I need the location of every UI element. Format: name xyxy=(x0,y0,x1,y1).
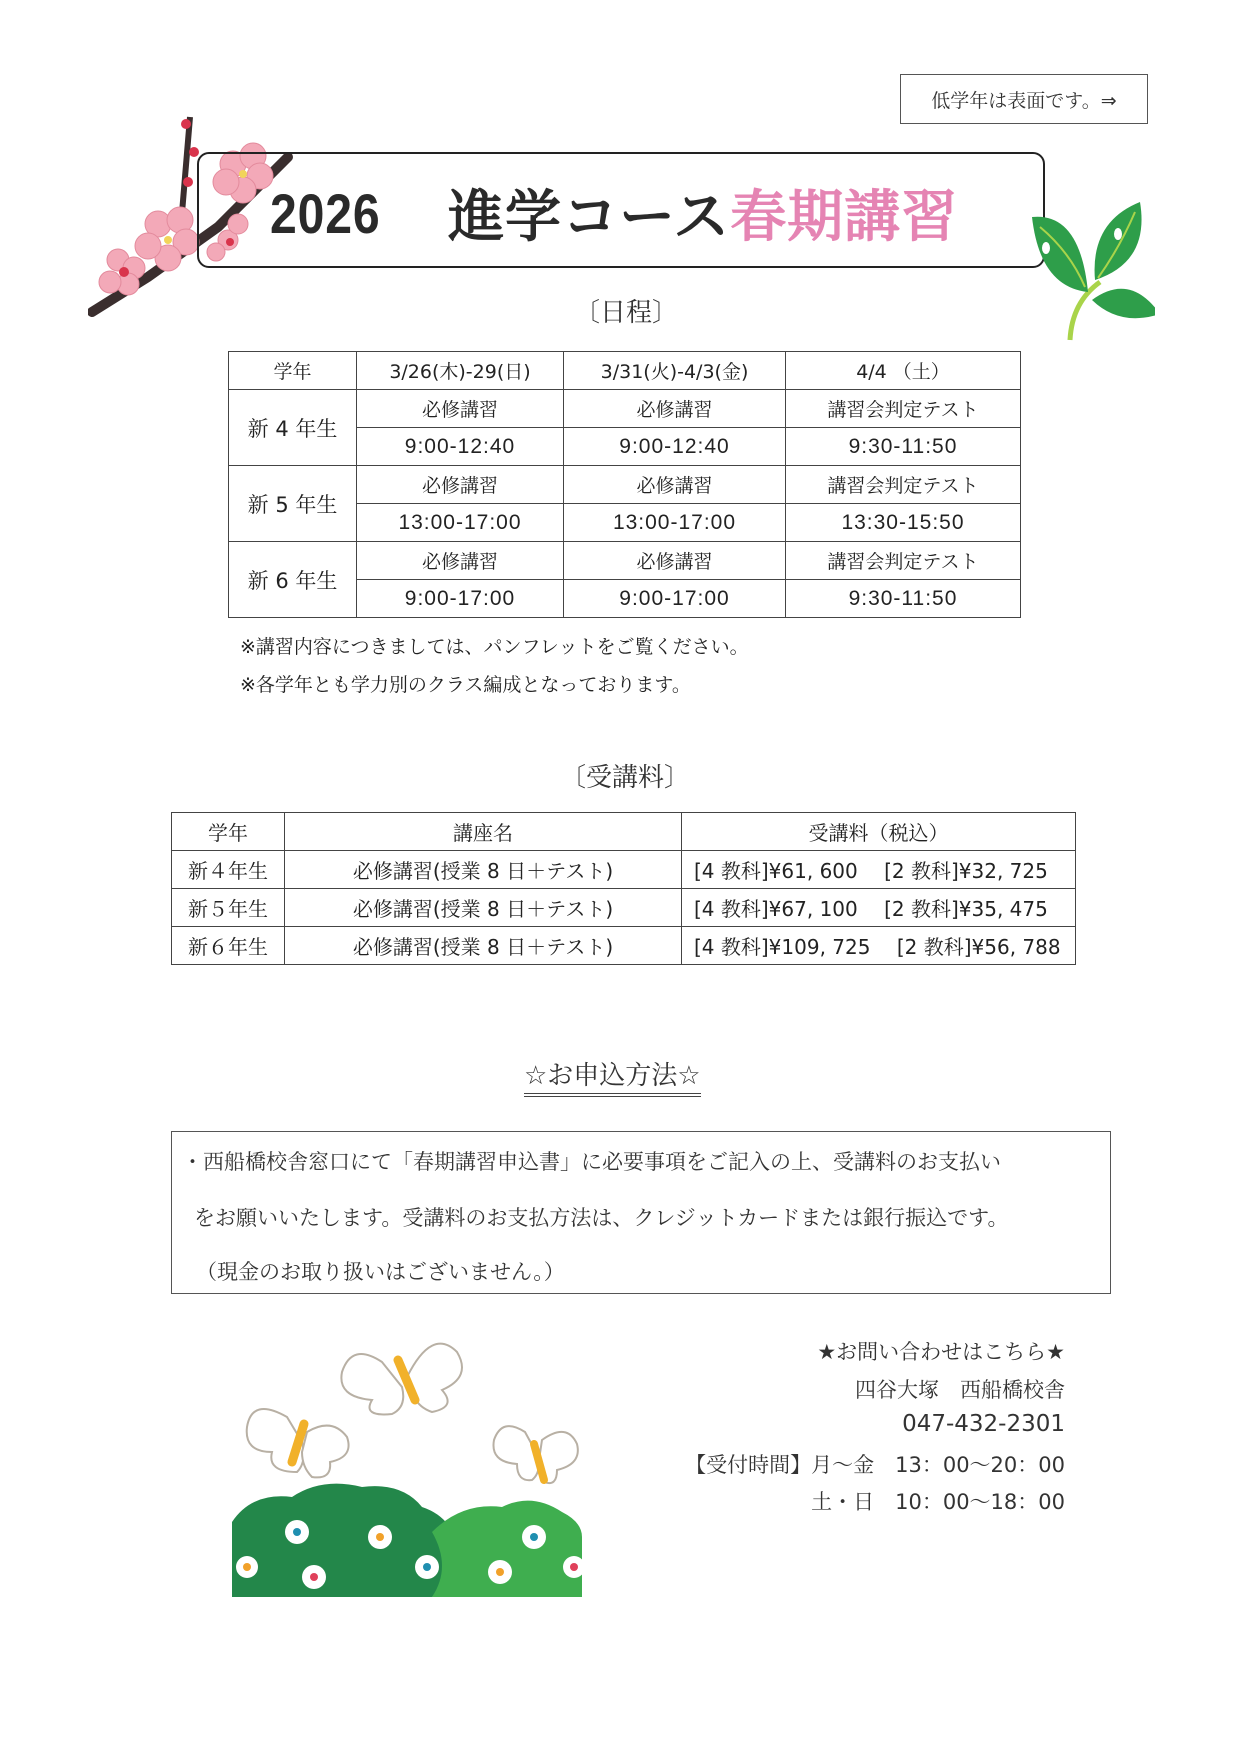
butterflies-and-flowers-illustration xyxy=(232,1322,582,1612)
fees-header-row xyxy=(172,813,1076,851)
reverse-side-notice-text: 低学年は表面です。⇒ xyxy=(931,89,1117,112)
table-row xyxy=(229,542,1021,580)
application-box xyxy=(171,1131,1111,1294)
time-cell: 9:30-11:50 xyxy=(786,580,1021,618)
price-cell: [4 教科]¥109, 725 [2 教科]¥56, 788 xyxy=(682,927,1076,965)
time-cell: 9:00-17:00 xyxy=(357,580,564,618)
time-cell: 13:30-15:50 xyxy=(786,504,1021,542)
table-row xyxy=(172,851,1076,889)
schedule-header-cell: 3/26(木)-29(日) xyxy=(357,352,564,390)
grade-cell: 新４年生 xyxy=(172,851,285,889)
grade-cell: 新 6 年生 xyxy=(229,542,357,618)
grade-cell: 新 4 年生 xyxy=(229,390,357,466)
grade-cell: 新 5 年生 xyxy=(229,466,357,542)
session-cell: 必修講習 xyxy=(564,466,786,504)
grade-cell: 新５年生 xyxy=(172,889,285,927)
reverse-side-notice xyxy=(900,74,1148,124)
session-cell: 講習会判定テスト xyxy=(786,542,1021,580)
time-cell: 9:00-12:40 xyxy=(357,428,564,466)
grade-cell: 新６年生 xyxy=(172,927,285,965)
time-cell: 13:00-17:00 xyxy=(357,504,564,542)
leaf-sprig-icon xyxy=(1010,192,1155,342)
fees-header-cell: 学年 xyxy=(172,813,285,851)
schedule-note: ※講習内容につきましては、パンフレットをご覧ください。 xyxy=(240,636,749,658)
price-cell: [4 教科]¥67, 100 [2 教科]¥35, 475 xyxy=(682,889,1076,927)
schedule-table xyxy=(228,351,1021,618)
schedule-heading: 〔日程〕 xyxy=(574,298,679,328)
contact-heading: ★お問い合わせはこちら★ xyxy=(817,1340,1065,1364)
fees-heading: 〔受講料〕 xyxy=(560,763,691,793)
table-row xyxy=(172,889,1076,927)
table-row xyxy=(229,390,1021,428)
course-cell: 必修講習(授業 8 日＋テスト) xyxy=(285,927,682,965)
table-row xyxy=(172,927,1076,965)
application-heading: ☆お申込方法☆ xyxy=(524,1060,701,1097)
time-cell: 9:00-12:40 xyxy=(564,428,786,466)
school-name: 四谷大塚 西船橋校舎 xyxy=(855,1378,1065,1402)
session-cell: 講習会判定テスト xyxy=(786,390,1021,428)
hours-weekday: 【受付時間】月～金 13：00～20：00 xyxy=(685,1453,1065,1477)
session-cell: 講習会判定テスト xyxy=(786,466,1021,504)
time-cell: 9:00-17:00 xyxy=(564,580,786,618)
application-text-line: ・西船橋校舎窓口にて「春期講習申込書」に必要事項をご記入の上、受講料のお支払い xyxy=(182,1150,1001,1174)
phone-number[interactable]: 047-432-2301 xyxy=(902,1411,1065,1437)
schedule-header-row xyxy=(229,352,1021,390)
schedule-header-cell: 学年 xyxy=(229,352,357,390)
session-cell: 必修講習 xyxy=(357,466,564,504)
application-text-line: （現金のお取り扱いはございません。） xyxy=(196,1260,565,1284)
session-cell: 必修講習 xyxy=(357,542,564,580)
title-year: 2026 xyxy=(270,181,381,245)
fees-table xyxy=(171,812,1076,965)
session-cell: 必修講習 xyxy=(564,542,786,580)
page-title xyxy=(270,178,958,248)
table-row xyxy=(229,466,1021,504)
course-cell: 必修講習(授業 8 日＋テスト) xyxy=(285,889,682,927)
schedule-header-cell: 3/31(火)-4/3(金) xyxy=(564,352,786,390)
time-cell: 13:00-17:00 xyxy=(564,504,786,542)
fees-header-cell: 講座名 xyxy=(285,813,682,851)
title-course: 進学コース xyxy=(448,185,731,248)
application-text-line: をお願いいたします。受講料のお支払方法は、クレジットカードまたは銀行振込です。 xyxy=(194,1206,1009,1230)
course-cell: 必修講習(授業 8 日＋テスト) xyxy=(285,851,682,889)
time-cell: 9:30-11:50 xyxy=(786,428,1021,466)
session-cell: 必修講習 xyxy=(564,390,786,428)
fees-header-cell: 受講料（税込） xyxy=(682,813,1076,851)
hours-weekend: 土・日 10：00～18：00 xyxy=(811,1490,1065,1514)
title-season: 春期講習 xyxy=(730,185,959,248)
price-cell: [4 教科]¥61, 600 [2 教科]¥32, 725 xyxy=(682,851,1076,889)
schedule-note: ※各学年とも学力別のクラス編成となっております。 xyxy=(240,674,691,696)
session-cell: 必修講習 xyxy=(357,390,564,428)
schedule-header-cell: 4/4 （土） xyxy=(786,352,1021,390)
